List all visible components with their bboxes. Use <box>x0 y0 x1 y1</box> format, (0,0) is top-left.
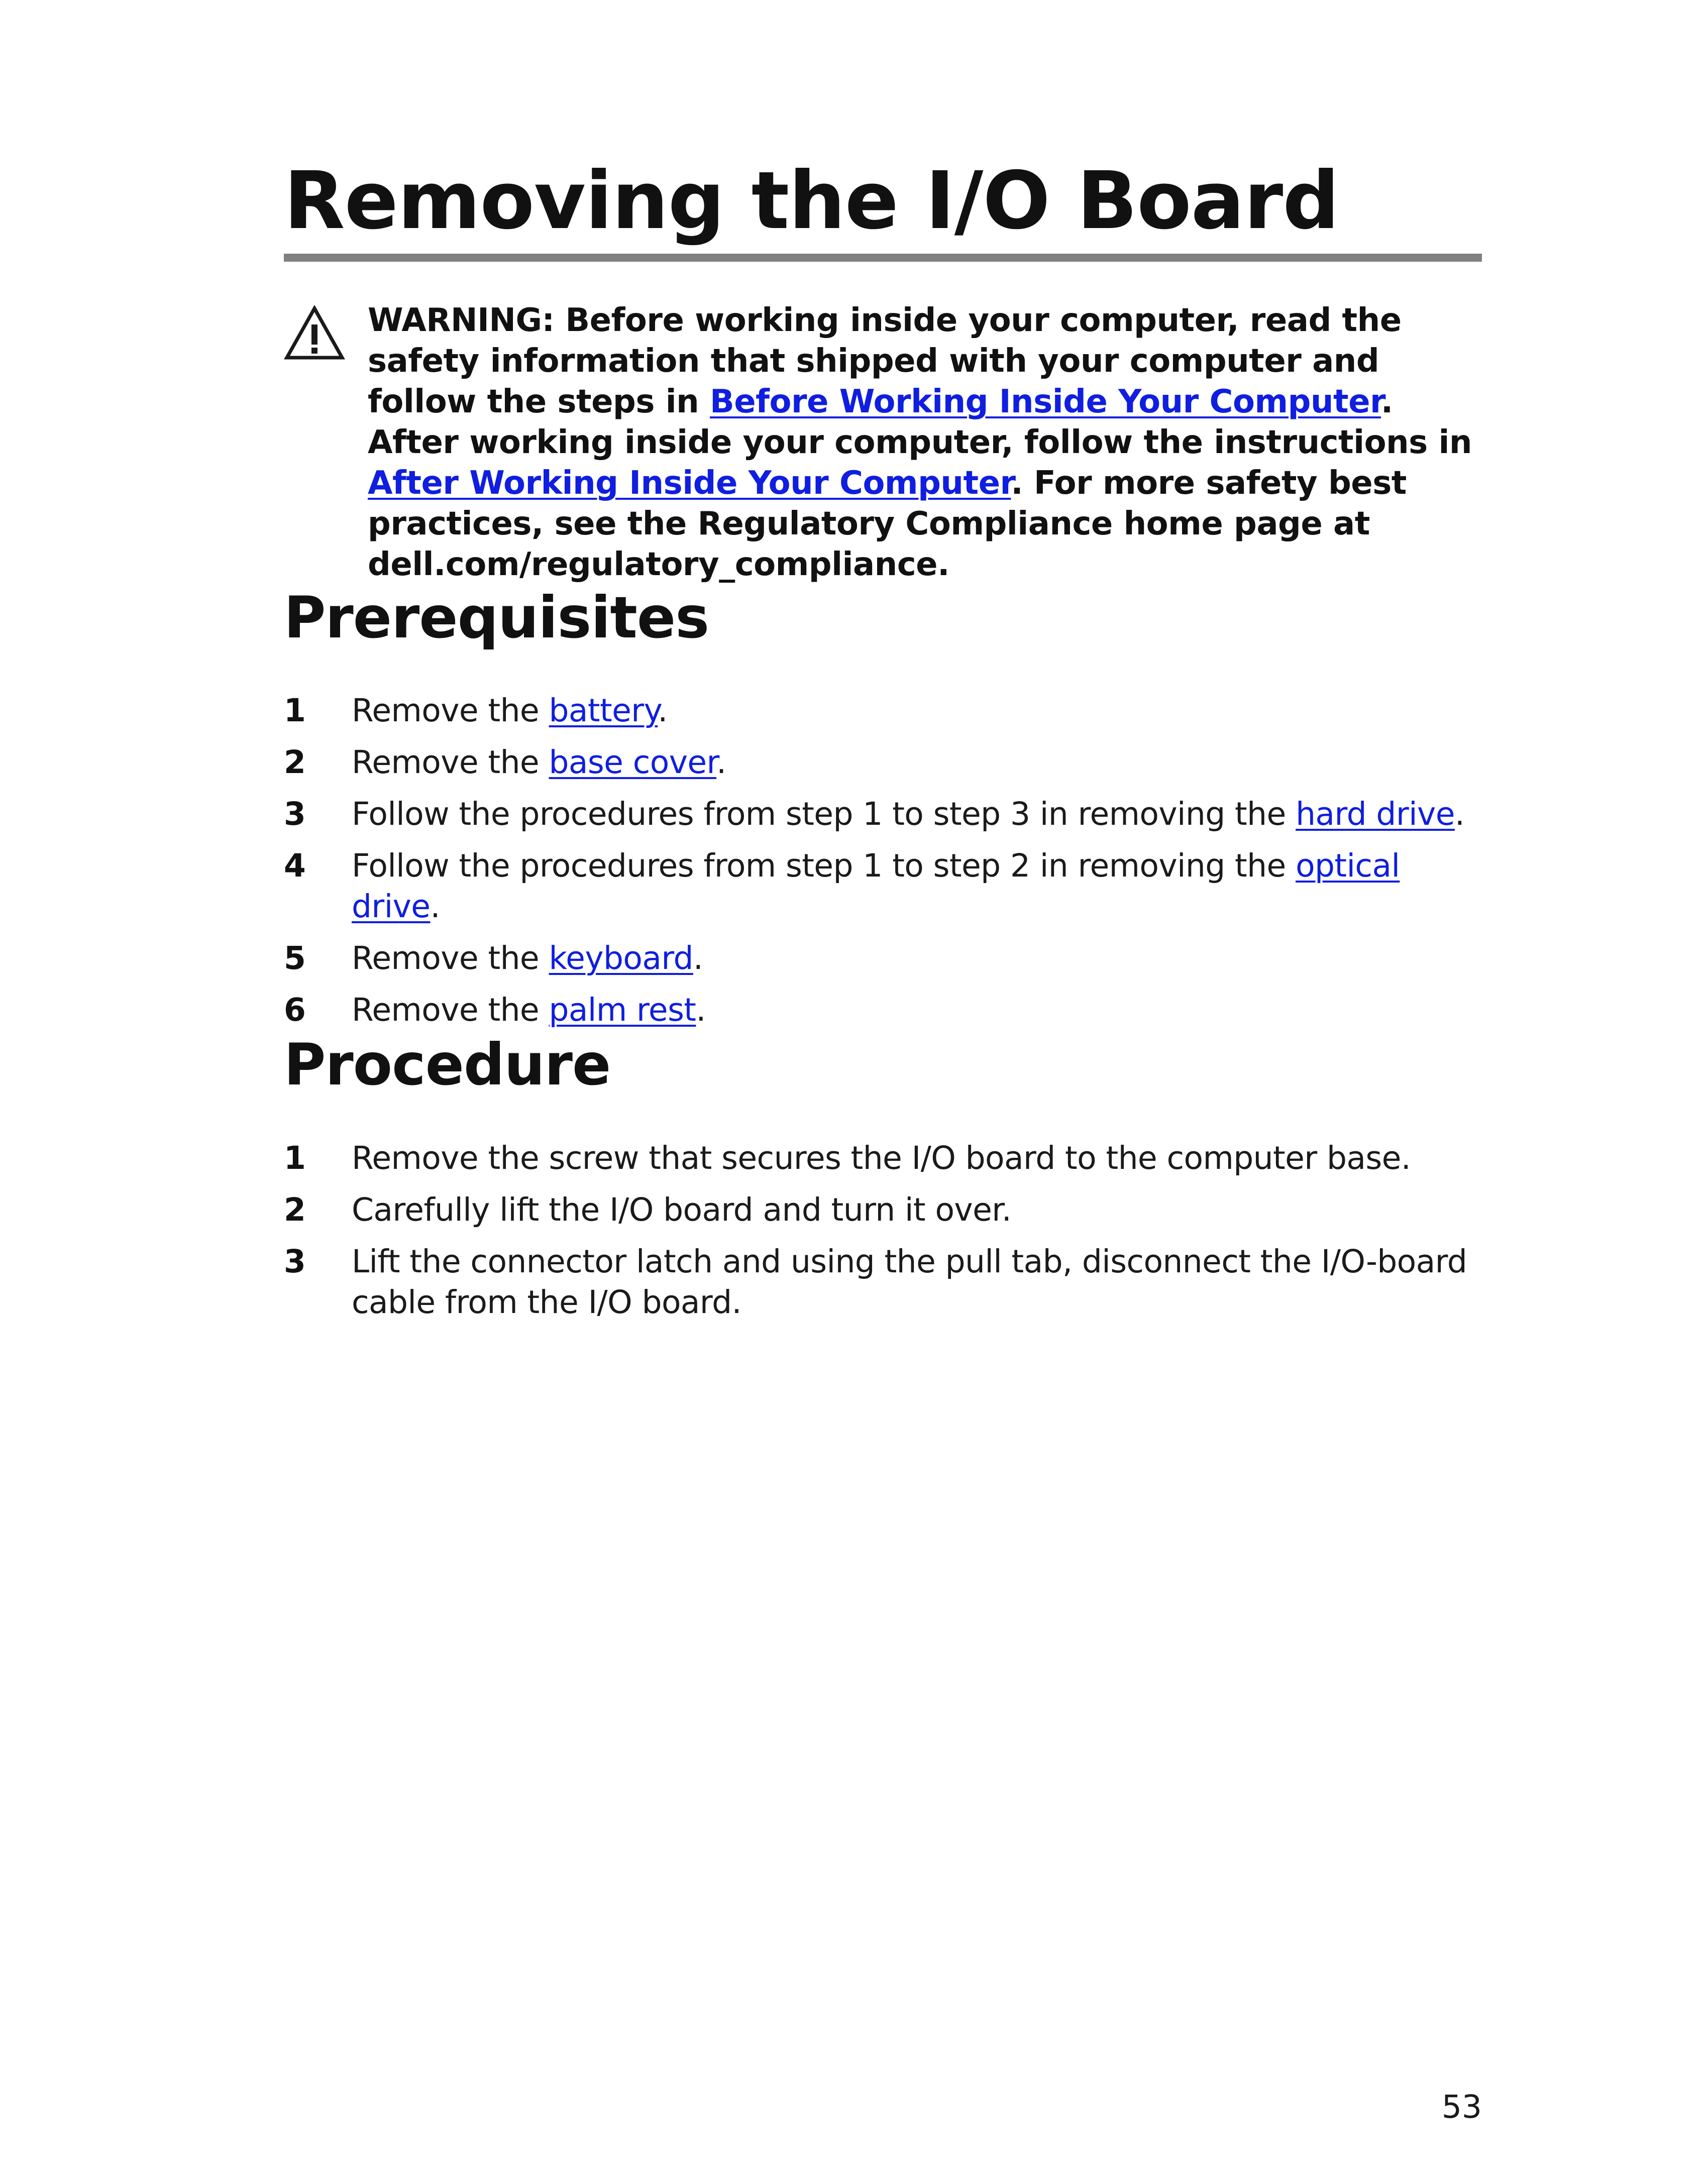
step-text-before: Remove the <box>352 744 549 781</box>
warning-text-part-3: . For more safety best practices, see the Regulatory Compliance home page at dell.com/regulatory_compliance. <box>368 465 1407 583</box>
step-text-after: . <box>696 992 706 1028</box>
title-divider <box>284 254 1482 262</box>
step-text-before: Follow the procedures from step 1 to step 3 in removing the <box>352 796 1296 832</box>
base-cover-link[interactable]: base cover <box>549 744 717 781</box>
prerequisites-heading: Prerequisites <box>284 584 709 651</box>
step-text-before: Remove the <box>352 992 549 1028</box>
step-text-after: . <box>658 692 668 729</box>
list-item <box>284 990 1482 1030</box>
list-item <box>284 1138 1482 1178</box>
prerequisites-list <box>284 690 1482 1041</box>
step-number: 1 <box>284 1140 306 1176</box>
page-title: Removing the I/O Board <box>284 155 1339 247</box>
step-text <box>352 690 1482 731</box>
step-text-after: . <box>716 744 726 781</box>
list-item <box>284 845 1482 927</box>
hard-drive-link[interactable]: hard drive <box>1296 796 1455 832</box>
optical-drive-link[interactable]: optical drive <box>352 847 1400 925</box>
step-text: Lift the connector latch and using the pull tab, disconnect the I/O-board cable from the I/O board. <box>352 1243 1467 1321</box>
battery-link[interactable]: battery <box>549 692 658 729</box>
list-item <box>284 690 1482 731</box>
step-text: Remove the screw that secures the I/O board to the computer base. <box>352 1140 1411 1176</box>
list-item <box>284 1241 1482 1323</box>
step-text-after: . <box>1454 796 1465 832</box>
before-working-inside-link[interactable]: Before Working Inside Your Computer <box>709 383 1381 420</box>
list-item <box>284 1189 1482 1230</box>
warning-triangle-icon <box>284 305 345 361</box>
step-number: 2 <box>284 1191 306 1228</box>
step-text <box>352 990 1482 1030</box>
warning-text-part-2: . After working inside your computer, follow the instructions in <box>368 383 1472 461</box>
step-text <box>352 794 1482 834</box>
step-text: Carefully lift the I/O board and turn it over. <box>352 1191 1012 1228</box>
step-text <box>352 845 1482 927</box>
keyboard-link[interactable]: keyboard <box>549 940 693 976</box>
procedure-heading: Procedure <box>284 1031 611 1098</box>
step-text-before: Remove the <box>352 940 549 976</box>
list-item <box>284 742 1482 783</box>
step-number: 4 <box>284 847 306 884</box>
step-text-before: Follow the procedures from step 1 to step 2 in removing the <box>352 847 1296 884</box>
step-number: 3 <box>284 796 306 832</box>
warning-text <box>368 300 1482 585</box>
step-number: 1 <box>284 692 306 729</box>
warning-text-part-1: WARNING: Before working inside your computer, read the safety information that shipped with your computer and follow the steps in <box>368 302 1402 420</box>
step-text <box>352 742 1482 783</box>
page-number: 53 <box>1441 2089 1482 2125</box>
list-item <box>284 794 1482 834</box>
step-number: 3 <box>284 1243 306 1280</box>
procedure-list <box>284 1138 1482 1334</box>
step-text-after: . <box>693 940 703 976</box>
step-text-after: . <box>430 888 440 925</box>
step-text-before: Remove the <box>352 692 549 729</box>
step-number: 6 <box>284 992 306 1028</box>
step-text <box>352 938 1482 978</box>
palm-rest-link[interactable]: palm rest <box>549 992 696 1028</box>
step-number: 2 <box>284 744 306 781</box>
list-item <box>284 938 1482 978</box>
after-working-inside-link[interactable]: After Working Inside Your Computer <box>368 465 1011 502</box>
step-number: 5 <box>284 940 306 976</box>
document-page <box>284 0 1482 2180</box>
